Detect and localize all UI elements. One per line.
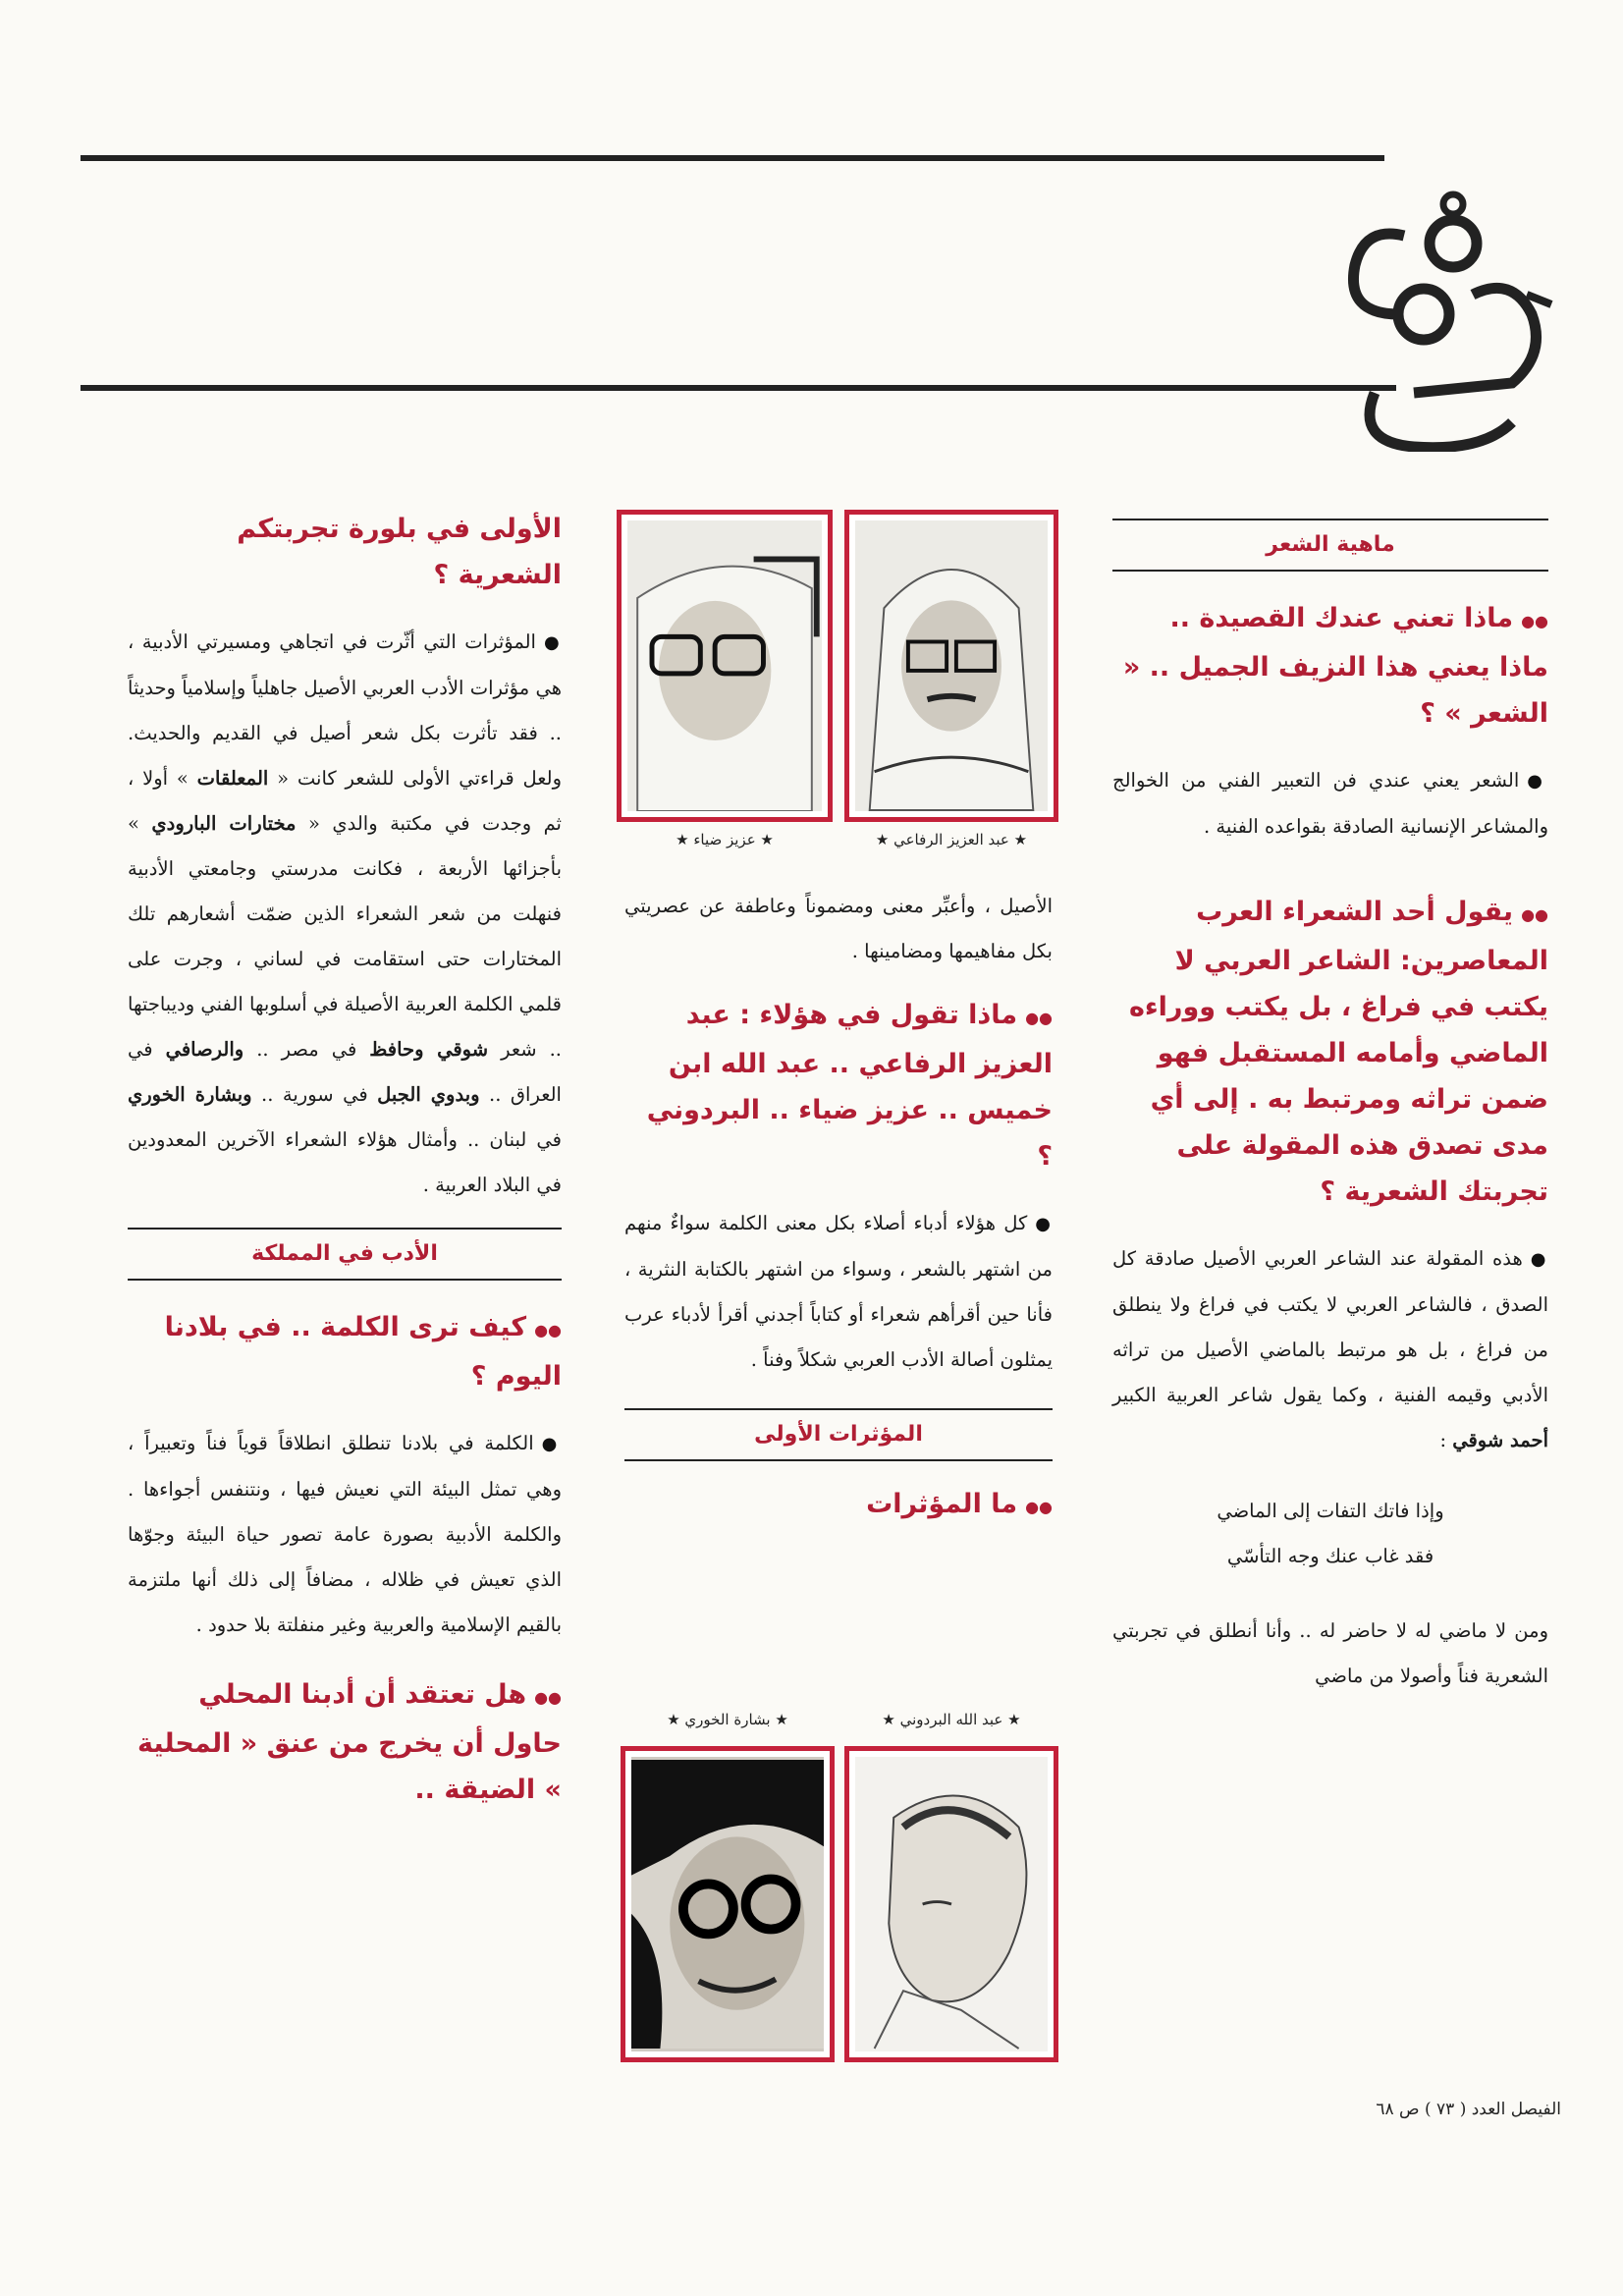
caption-albardouni: ★ عبد الله البردوني ★ [882, 1711, 1021, 1728]
photo-bishara-khoury [621, 1746, 835, 2062]
portrait-placeholder [855, 1757, 1048, 2051]
bold-muallaqat: المعلقات [196, 767, 269, 790]
poem-line-2: فقد غاب عنك وجه التأسّي [1226, 1545, 1434, 1567]
answer-1: ●الشعر يعني عندي فن التعبير الفني من الخوالج والمشاعر الإنسانية الصادقة بقواعده الفنية . [1112, 769, 1548, 838]
portrait-placeholder [855, 520, 1048, 811]
middle-paragraph-1: الأصيل ، وأعبِّر معنى ومضموناً وعاطفة عن عصريتي بكل مفاهيمها ومضامينها . [624, 895, 1053, 962]
portrait-placeholder [627, 520, 822, 811]
section-title-influences: المؤثرات الأولى [624, 1408, 1053, 1461]
portrait-placeholder [631, 1757, 824, 2051]
column-middle [624, 884, 1053, 1552]
photo-abdullah-albardouni [844, 1746, 1058, 2062]
bold-barudi-selections: مختارات البارودي [151, 812, 297, 835]
answer-5: ●الكلمة في بلادنا تنطلق انطلاقاً قوياً فناً وتعبيراً ، وهي تمثل البيئة التي نعيش فيها ، ونتنفس أجواءها . والكلمة الأدبية بصورة عامة تصور حياة البيئة وجوّها الذي تعيش في ظلاله ، مضافاً إلى ذلك أنها ملتزمة بالقيم الإسلامية والعربية وغير منفلتة بلا حدود . [128, 1432, 562, 1636]
caption-aziz-diaa: ★ عزيز ضياء ★ [676, 831, 774, 848]
section-title-literature-kingdom: الأدب في المملكة [128, 1228, 562, 1281]
caption-alrifai: ★ عبد العزيز الرفاعي ★ [875, 831, 1028, 848]
question-4-continued: الأولى في بلورة تجربتكم الشعرية ؟ [237, 514, 562, 590]
question-4-start: ●●ما المؤثرات [866, 1489, 1053, 1519]
header-rule-bottom [81, 385, 1396, 391]
bold-badawi-jabal: وبدوي الجبل [377, 1083, 480, 1106]
section-title-poetry: ماهية الشعر [1112, 519, 1548, 572]
header-rule-top [81, 155, 1384, 161]
question-5: ●●كيف ترى الكلمة .. في بلادنا اليوم ؟ [164, 1312, 562, 1392]
question-3: ●●ماذا تقول في هؤلاء : عبد العزيز الرفاعي .. عبد الله ابن خميس .. عزيز ضياء .. البردوني ؟ [646, 1000, 1053, 1172]
page-footer: الفيصل العدد ( ٧٣ ) ص ٦٨ [1376, 2100, 1561, 2119]
bold-shawqi-hafez: شوقي وحافظ [369, 1038, 489, 1061]
column-left [128, 506, 562, 1834]
question-1: ●●ماذا تعني عندك القصيدة .. ماذا يعني هذا النزيف الجميل .. « الشعر » ؟ [1122, 603, 1548, 729]
column-right [1112, 509, 1548, 1717]
answer-3: ●كل هؤلاء أدباء أصلاء بكل معنى الكلمة سواءٌ منهم من اشتهر بالشعر ، وسواء من اشتهر بالكتابة النثرية ، فأنا حين أقرأهم شعراء أو كتاباً أجدني أقرأ لأدباء عرب يمثلون أصالة الأدب العربي شكلاً وفناً . [624, 1212, 1053, 1371]
poem-line-1: وإذا فاتك التفات إلى الماضي [1217, 1500, 1444, 1522]
caption-bishara-khoury: ★ بشارة الخوري ★ [667, 1711, 788, 1728]
answer-2-continued: ومن لا ماضي له لا حاضر له .. وأنا أنطلق في تجربتي الشعرية فناً وأصولا من ماضي [1112, 1619, 1548, 1687]
answer-2: ●هذه المقولة عند الشاعر العربي الأصيل صادقة كل الصدق ، فالشاعر العربي لا يكتب في فراغ ولا ينطلق من فراغ ، بل هو مرتبط بالماضي الأصيل من تراثه الأدبي وقيمه الفنية ، وكما يقول شاعر العربية الكبير أحمد شوقي : [1112, 1247, 1548, 1451]
question-2: ●●يقول أحد الشعراء العرب المعاصرين: الشاعر العربي لا يكتب في فراغ ، بل يكتب ووراءه الماضي وأمامه المستقبل فهو ضمن تراثه ومرتبط به . إلى أي مدى تصدق هذه المقولة على تجربتك الشعرية ؟ [1128, 897, 1548, 1207]
poet-name-shawqi: أحمد شوقي [1452, 1429, 1548, 1451]
poem [1112, 1489, 1548, 1579]
photo-abdulaziz-alrifai [844, 510, 1058, 822]
answer-4: ●المؤثرات التي أثّرت في اتجاهي ومسيرتي الأدبية ، هي مؤثرات الأدب العربي الأصيل جاهلياً وإسلامياً وحديثاً .. فقد تأثرت بكل شعر أصيل في القديم والحديث. ولعل قراءتي الأولى للشعر كانت « المعلقات » أولا ، ثم وجدت في مكتبة والدي « مختارات البارودي » بأجزائها الأربعة ، فكانت مدرستي وجامعتي الأدبية فنهلت من شعر الشعراء الذين ضمّت أشعارهم تلك المختارات حتى استقامت في لساني ، وجرت على قلمي الكلمة العربية الأصيلة في أسلوبها الفني وديباجتها .. شعر شوقي وحافظ في مصر .. والرصافي في العراق .. وبدوي الجبل في سورية .. وبشارة الخوري في لبنان .. وأمثال هؤلاء الشعراء الآخرين المعدودين في البلاد العربية . [128, 630, 562, 1196]
photo-aziz-diaa [617, 510, 833, 822]
bold-bishara-khoury: وبشارة الخوري [128, 1083, 252, 1106]
question-6: ●●هل تعتقد أن أدبنا المحلي حاول أن يخرج من عنق « المحلية » الضيقة .. [137, 1679, 562, 1805]
bold-rusafi: والرصافي [165, 1038, 244, 1061]
section-logo [1306, 147, 1571, 452]
